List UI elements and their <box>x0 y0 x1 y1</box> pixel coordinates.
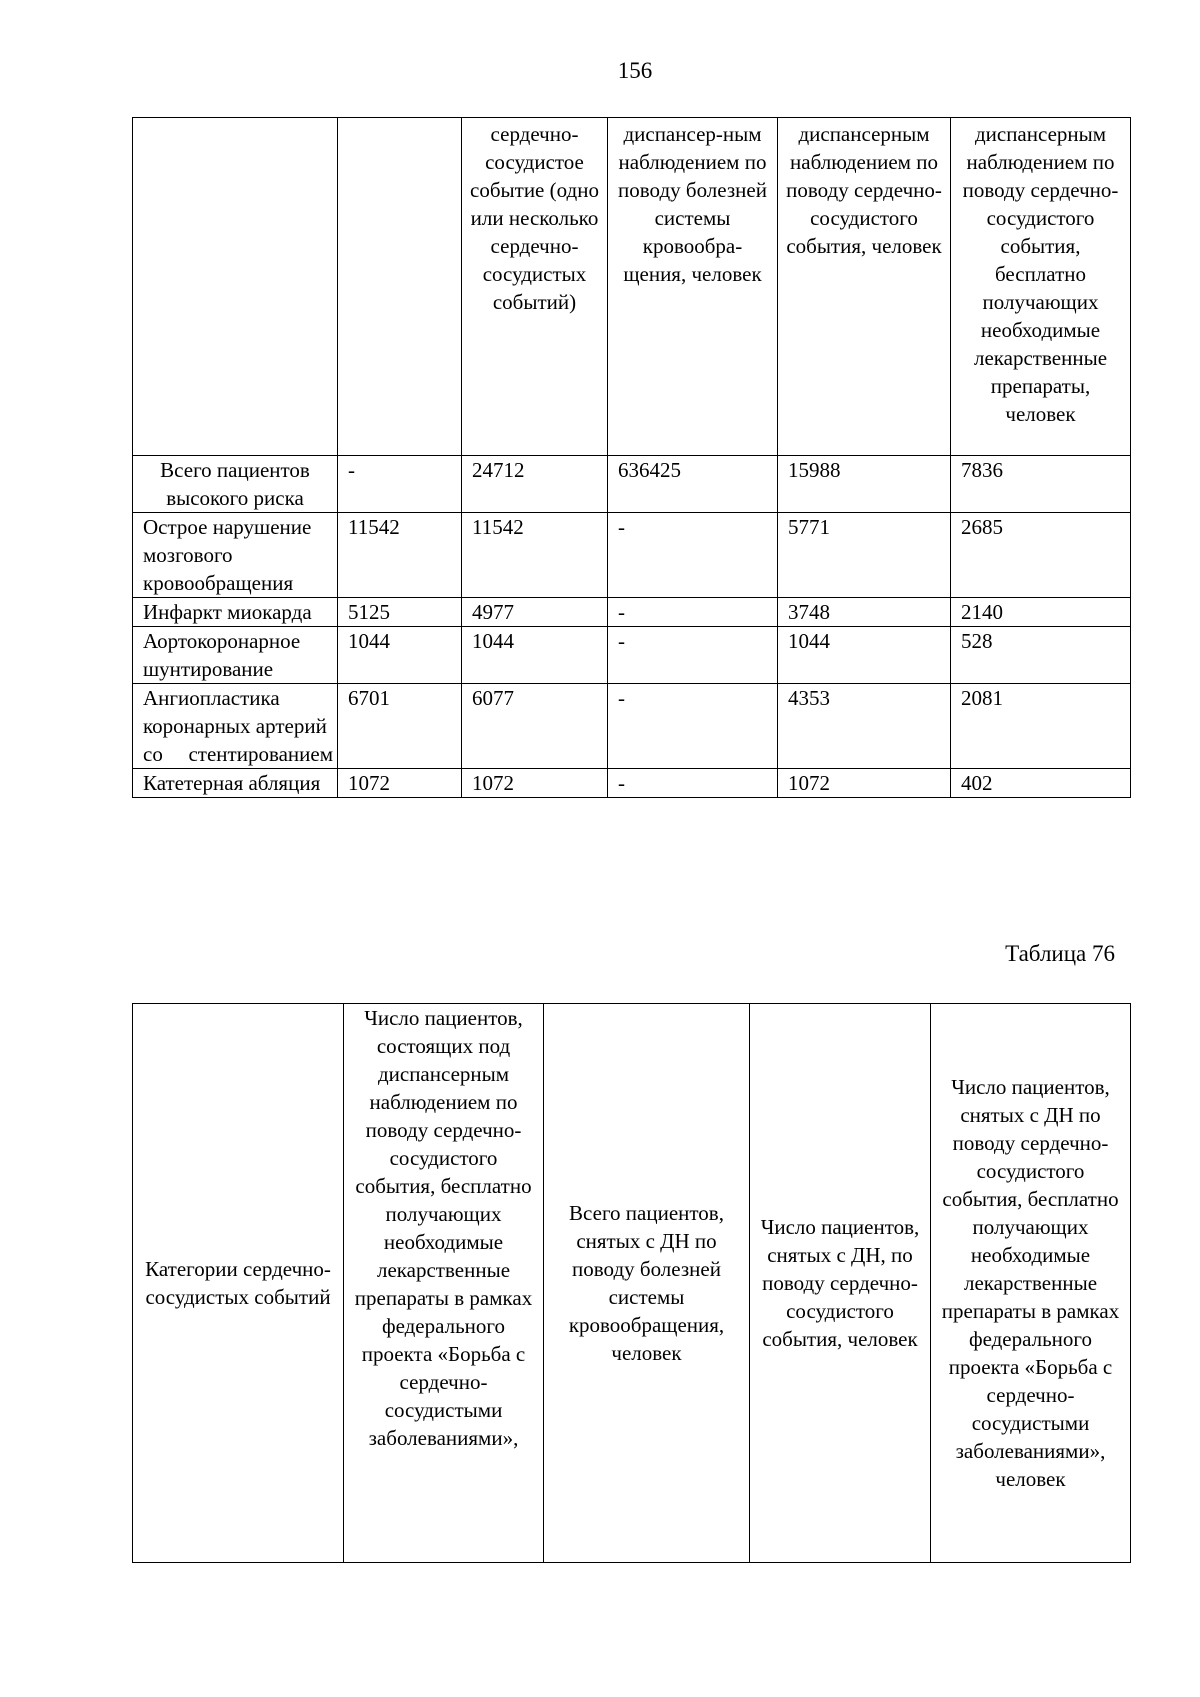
table-cell: 24712 <box>462 456 608 513</box>
table-cell: 1044 <box>462 627 608 684</box>
table-cell: 4977 <box>462 598 608 627</box>
table1-header-cell: диспансерным наблюдением по поводу сердечно-сосудистого события, бесплатно получающих необходимые лекарственные препараты, человек <box>951 118 1131 456</box>
table-cell: 402 <box>951 769 1131 798</box>
table2-header-cell: Категории сердечно-сосудистых событий <box>133 1004 344 1563</box>
table2-header-cell: Число пациентов, состоящих под диспансерным наблюдением по поводу сердечно-сосудистого события, бесплатно получающих необходимые лекарственные препараты в рамках федерального проекта «Борьба с сердечно-сосудистыми заболеваниями», <box>344 1004 544 1563</box>
table1-header-row <box>133 118 1131 456</box>
table2-header-row <box>133 1004 1131 1563</box>
table-cell: 11542 <box>338 513 462 598</box>
deregistered-patients-table <box>132 1003 1131 1563</box>
table-cell: - <box>608 769 778 798</box>
table-row <box>133 769 1131 798</box>
table1-header-cell <box>338 118 462 456</box>
table-cell: 3748 <box>778 598 951 627</box>
table-cell: 6701 <box>338 684 462 769</box>
table-cell: - <box>608 513 778 598</box>
table2-header-cell: Число пациентов, снятых с ДН, по поводу сердечно-сосудистого события, человек <box>750 1004 931 1563</box>
row-label: Катетерная абляция <box>133 769 338 798</box>
table-cell: - <box>338 456 462 513</box>
table-cell: 1044 <box>338 627 462 684</box>
table1-header-cell: диспансерным наблюдением по поводу сердечно-сосудистого события, человек <box>778 118 951 456</box>
table-row <box>133 513 1131 598</box>
table-cell: 2140 <box>951 598 1131 627</box>
table-row <box>133 627 1131 684</box>
table2-header-cell: Число пациентов, снятых с ДН по поводу сердечно-сосудистого события, бесплатно получающих необходимые лекарственные препараты в рамках федерального проекта «Борьба с сердечно-сосудистыми заболеваниями», человек <box>931 1004 1131 1563</box>
table1-header-cell: диспансер-ным наблюдением по поводу болезней системы кровообра-щения, человек <box>608 118 778 456</box>
table-cell: - <box>608 684 778 769</box>
table-row <box>133 456 1131 513</box>
table-cell: 7836 <box>951 456 1131 513</box>
table1-header-cell: сердечно-сосудистое событие (одно или несколько сердечно-сосудистых событий) <box>462 118 608 456</box>
table-cell: 15988 <box>778 456 951 513</box>
table-row <box>133 598 1131 627</box>
row-label: Ангиопластика коронарных артерий со стентированием <box>133 684 338 769</box>
table2-header-cell: Всего пациентов, снятых с ДН по поводу болезней системы кровообращения, человек <box>544 1004 750 1563</box>
row-label: Инфаркт миокарда <box>133 598 338 627</box>
table-cell: 2685 <box>951 513 1131 598</box>
table-cell: 4353 <box>778 684 951 769</box>
table-caption: Таблица 76 <box>1005 941 1115 966</box>
table-cell: 5771 <box>778 513 951 598</box>
table-cell: 1072 <box>462 769 608 798</box>
table-cell: 1044 <box>778 627 951 684</box>
row-label: Острое нарушение мозгового кровообращения <box>133 513 338 598</box>
table-cell: - <box>608 627 778 684</box>
table-cell: 11542 <box>462 513 608 598</box>
table-cell: 1072 <box>338 769 462 798</box>
table-cell: 636425 <box>608 456 778 513</box>
row-label: Всего пациентов высокого риска <box>133 456 338 513</box>
table-cell: 5125 <box>338 598 462 627</box>
table-cell: 2081 <box>951 684 1131 769</box>
table-cell: - <box>608 598 778 627</box>
table1-header-cell <box>133 118 338 456</box>
table-cell: 1072 <box>778 769 951 798</box>
row-label: Аортокоронарное шунтирование <box>133 627 338 684</box>
table-cell: 528 <box>951 627 1131 684</box>
table-cell: 6077 <box>462 684 608 769</box>
page-number: 156 <box>617 58 653 83</box>
cardiovascular-stats-table <box>132 117 1131 798</box>
table-row <box>133 684 1131 769</box>
